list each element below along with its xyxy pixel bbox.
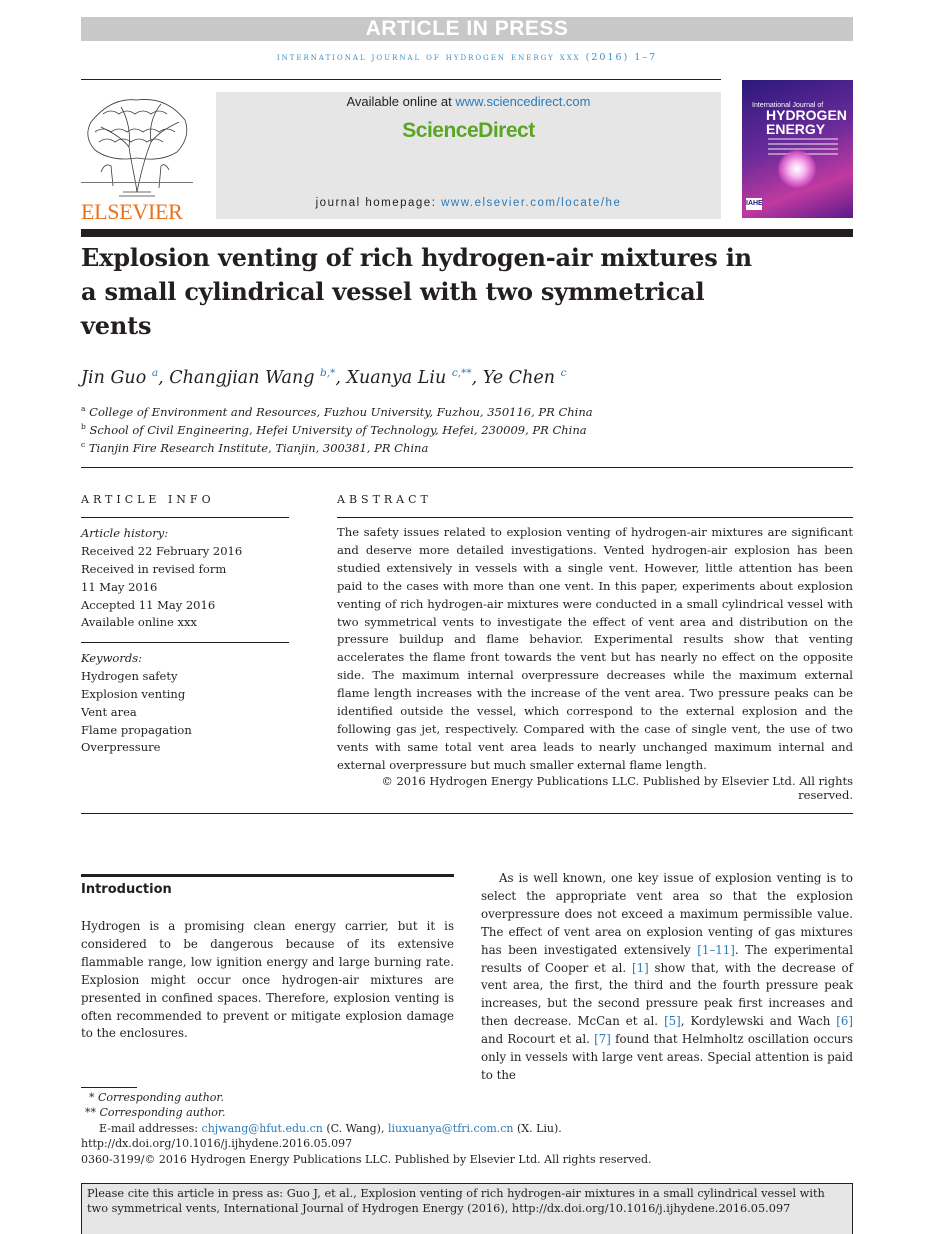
affiliation [81,440,853,455]
affiliation [81,404,853,419]
divider [337,517,853,518]
email-owner: (C. Wang), [322,1122,388,1135]
cover-title-line2: ENERGY [766,121,826,137]
affiliation-text: School of Civil Engineering, Hefei University of Technology, Hefei, 230009, PR China [89,422,587,437]
email-label: E-mail addresses: [99,1122,202,1135]
author-affil-sup[interactable]: b,* [320,367,336,380]
history-item: Available online xxx [81,615,197,629]
affiliation [81,422,853,437]
author-affil-sup[interactable]: c [560,367,567,380]
reference-link[interactable]: [1] [631,960,649,975]
header-rule [81,79,721,80]
reference-link[interactable]: [1–11] [697,942,735,957]
footnote-rule [81,1087,137,1088]
keyword: Hydrogen safety [81,669,178,683]
affiliation-sup: a [81,404,86,413]
elsevier-wordmark: ELSEVIER [81,199,183,224]
keyword: Overpressure [81,740,161,754]
reference-link[interactable]: [6] [836,1014,853,1029]
cover-title-small: International Journal of [752,102,824,109]
author-list: Jin Guo $^a$, Changjian Wang $^{b,*}$, Xuanya Liu $^{c,**}$, Ye Chen $^c$ [81,367,567,388]
journal-homepage-link[interactable]: www.elsevier.com/locate/he [441,197,622,209]
intro-paragraph: Hydrogen is a promising clean energy carrier, but it is considered to be dangerous because of its extensive flammable range, low ignition energy and large burning rate. Explosion might occur once hydrogen-air mixtures are presented in confined spaces. Therefore, explosion venting is often recommended to prevent or mitigate explosion damage to the enclosures. [81,919,454,1041]
divider [81,642,289,643]
divider [81,467,853,468]
keyword: Vent area [81,705,137,719]
history-item: Received 22 February 2016 [81,544,243,558]
author-name[interactable]: Ye Chen [482,368,555,388]
history-item: Received in revised form [81,562,227,576]
history-item: Accepted 11 May 2016 [81,598,216,612]
reference-link[interactable]: [7] [594,1032,611,1047]
available-label: Available online at [346,94,456,109]
intro-rule [81,874,454,877]
cover-title-line1: HYDROGEN [766,107,847,123]
available-online [216,94,721,109]
intro-text: found that Helmholtz oscillation occurs only in vessels with large vent areas. Special attention is paid to the [481,1032,853,1082]
history-label: Article history: [81,526,169,540]
history-item: 11 May 2016 [81,580,158,594]
journal-homepage [216,197,721,209]
article-info-heading: ARTICLE INFO [81,493,215,506]
affiliation-text: Tianjin Fire Research Institute, Tianjin, 300381, PR China [88,440,429,455]
intro-text: and Rocourt et al. [481,1032,595,1047]
email-link[interactable]: chjwang@hfut.edu.cn [201,1122,323,1135]
journal-cover [742,80,853,218]
citation-text: Please cite this article in press as: Guo J, et al., Explosion venting of rich hydrogen-air mixtures in a small cylindrical vessel with two symmetrical vents, International Journal of Hydrogen Energy (2016), http://dx.doi.org/10.1016/j.ijhydene.2016.05.097 [87,1187,825,1215]
affiliation-text: College of Environment and Resources, Fuzhou University, Fuzhou, 350116, PR China [89,404,593,419]
journal-running-head: international journal of hydrogen energy xxx (2016) 1–7 [276,52,658,63]
author-affil-sup[interactable]: a [151,367,159,380]
intro-text: . The experimental results of Cooper et al. [481,942,853,975]
corresponding-author-note: * Corresponding author. [89,1091,224,1104]
author-name[interactable]: Xuanya Liu [346,368,447,388]
affiliation-sup: c [81,440,86,449]
intro-paragraph [481,870,853,1085]
affiliation-sup: b [81,422,86,431]
keywords-label: Keywords: [81,651,142,665]
doi-link[interactable]: http://dx.doi.org/10.1016/j.ijhydene.2016.05.097 [81,1137,353,1150]
intro-heading: Introduction [81,882,172,897]
sciencedirect-logo: ScienceDirect [402,119,535,142]
divider [81,813,853,814]
cover-orb-graphic [778,150,816,188]
article-title: Explosion venting of rich hydrogen-air mixtures in a small cylindrical vessel with two symmetrical vents [81,243,752,340]
cover-badge: IAHE [746,198,762,210]
article-in-press-banner: ARTICLE IN PRESS [81,17,853,41]
abstract-copyright: © 2016 Hydrogen Energy Publications LLC. Published by Elsevier Ltd. All rights reserved. [381,774,853,802]
keyword: Explosion venting [81,687,186,701]
intro-text: show that, with the decrease of vent area, the first, the third and the fourth pressure peak increases, but the second pressure peak first increases and then decrease. McCan et al. [481,960,853,1029]
issn-copyright: 0360-3199/© 2016 Hydrogen Energy Publications LLC. Published by Elsevier Ltd. All rights reserved. [81,1153,652,1166]
keyword: Flame propagation [81,723,192,737]
author-name[interactable]: Changjian Wang [169,368,315,388]
divider [81,517,289,518]
corresponding-author-note: ** Corresponding author. [85,1106,226,1119]
reference-link[interactable]: [5] [664,1014,681,1029]
abstract-heading: ABSTRACT [337,493,432,506]
cover-title [766,108,847,136]
intro-text: As is well known, one key issue of explosion venting is to select the appropriate vent area so that the explosion overpressure does not exceed a maximum permissible value. The effect of vent area on explosion venting of gas mixtures has been investigated extensively [481,871,853,957]
email-link[interactable]: liuxuanya@tfri.com.cn [387,1122,514,1135]
email-addresses [99,1122,562,1135]
abstract-text: The safety issues related to explosion venting of hydrogen-air mixtures are significant and deserve more detailed investigations. Vented hydrogen-air explosion has been studied extensively in vessels with a single vent. However, little attention has been paid to the cases with more than one vent. In this paper, experiments about explosion venting of rich hydrogen-air mixtures were conducted in a small cylindrical vessel with two symmetrical vents to investigate the effect of vent area and distribution on the pressure buildup and flame behavior. Experimental results show that venting accelerates the flame front towards the vent but has nearly no effect on the opposite side. The maximum internal overpressure decreases while the maximum external flame length increases with the increase of the vent area. Two pressure peaks can be identified outside the vessel, which correspond to the external explosion and the following gas jet, respectively. Compared with the case of single vent, the use of two vents with same total vent area leads to nearly unchanged maximum internal and external overpressure but much smaller external flame length. [337,525,853,772]
homepage-label: journal homepage: [315,197,442,209]
intro-text: , Kordylewski and Wach [680,1014,837,1029]
title-top-rule [81,229,853,237]
author-affil-sup[interactable]: c,** [451,367,472,380]
email-owner: (X. Liu). [513,1122,562,1135]
author-name[interactable]: Jin Guo [81,368,147,388]
sciencedirect-link[interactable]: www.sciencedirect.com [455,94,591,109]
